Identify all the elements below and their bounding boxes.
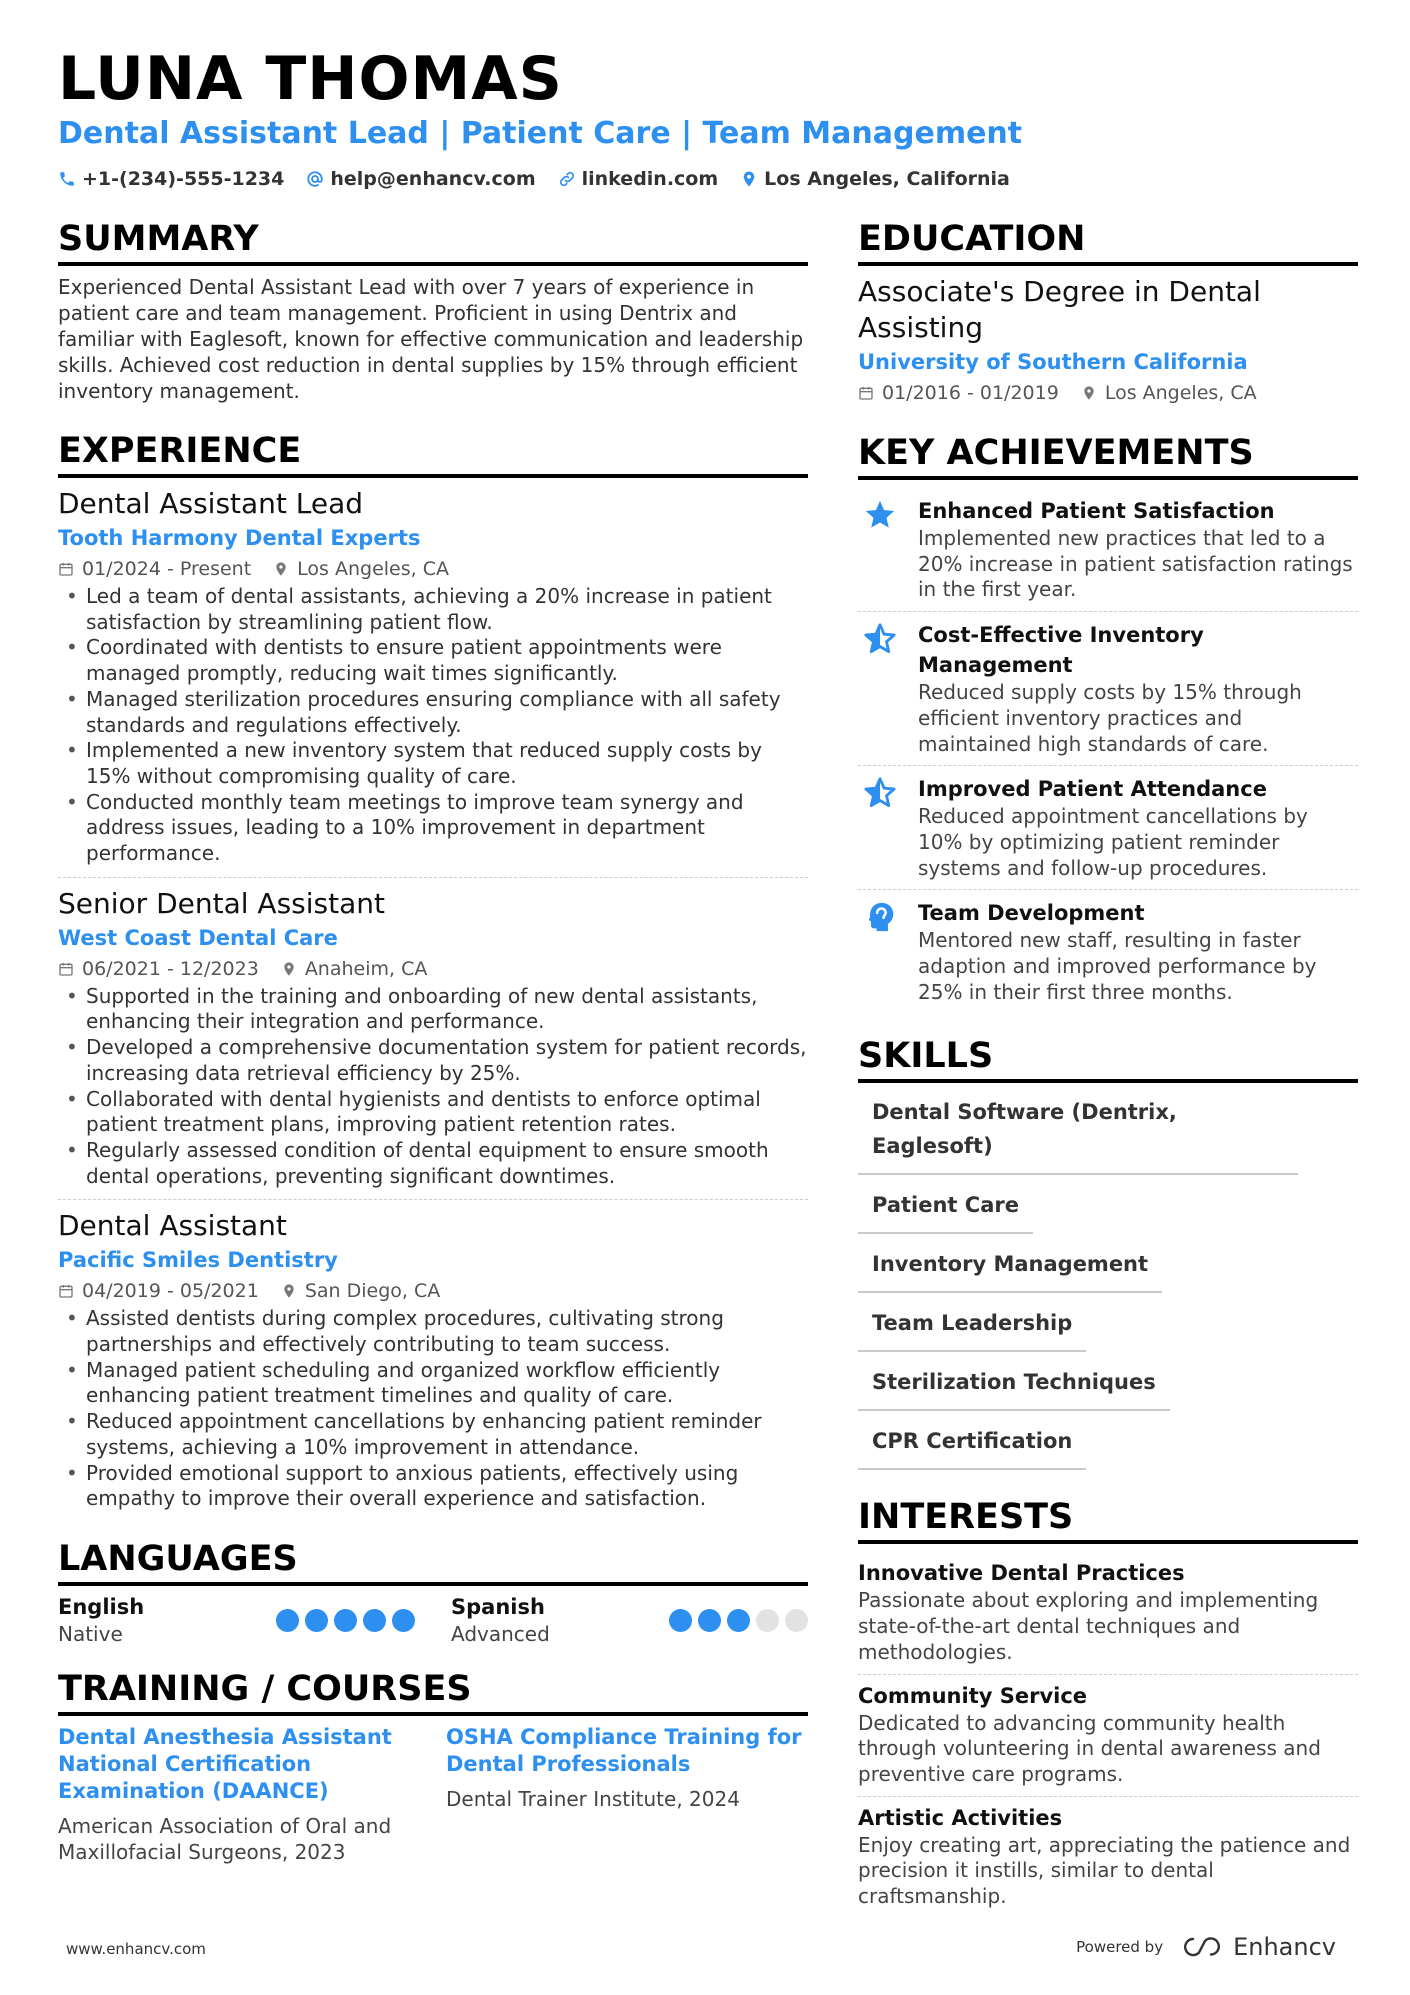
phone-icon [58, 170, 76, 188]
achievement-desc: Reduced supply costs by 15% through efficient inventory practices and maintained high standards of care. [918, 680, 1302, 756]
school-name: University of Southern California [858, 350, 1248, 374]
interests-section [858, 1496, 1358, 1917]
bullet-item: • Developed a comprehensive documentation system for patient records, increasing data retrieval efficiency by 25%. [58, 1035, 808, 1086]
achievement-item [858, 765, 1358, 889]
contact-email[interactable] [306, 168, 535, 190]
bullet-item: • Managed patient scheduling and organized workflow efficiently enhancing patient treatment timelines and quality of care. [58, 1358, 808, 1409]
interest-item [858, 1796, 1358, 1918]
course-title: Dental Anesthesia Assistant National Certification Examination (DAANCE) [58, 1724, 392, 1803]
proficiency-dot-filled [669, 1609, 692, 1632]
location-text: Los Angeles, California [764, 168, 1010, 190]
education-section [858, 218, 1358, 408]
job-dates [58, 954, 259, 984]
job-title: Senior Dental Assistant [58, 886, 385, 920]
job-bullets [58, 584, 808, 867]
job-entry [58, 486, 808, 877]
star-outline-icon [858, 620, 902, 757]
link-icon [558, 170, 576, 188]
language-item [451, 1594, 808, 1648]
job-location-text: Los Angeles, CA [297, 558, 449, 580]
education-location-text: Los Angeles, CA [1104, 382, 1257, 404]
bullet-item: • Regularly assessed condition of dental equipment to ensure smooth dental operations, preventing significant downtimes. [58, 1138, 808, 1189]
course-org: Dental Trainer Institute, 2024 [446, 1786, 740, 1811]
calendar-icon [58, 561, 74, 577]
at-icon [306, 170, 324, 188]
section-title: EXPERIENCE [58, 430, 808, 478]
skill-tag: Team Leadership [858, 1306, 1086, 1352]
bullet-item: • Provided emotional support to anxious patients, effectively using empathy to improve their overall experience and satisfaction. [58, 1461, 808, 1512]
job-meta [58, 1276, 808, 1306]
achievement-title: Team Development [918, 901, 1145, 926]
skill-tag: CPR Certification [858, 1424, 1086, 1470]
summary-text: Experienced Dental Assistant Lead with over 7 years of experience in patient care and team management. Proficient in using Dentrix and familiar with Eaglesoft, known for effective communication and leadership skills. Achieved cost reduction in dental supplies by 15% through efficient inventory management. [58, 275, 804, 403]
bullet-item: • Collaborated with dental hygienists and dentists to enforce optimal patient treatment plans, improving patient retention rates. [58, 1087, 808, 1138]
achievement-title: Cost-Effective Inventory Management [918, 623, 1204, 678]
achievement-desc: Reduced appointment cancellations by 10% by optimizing patient reminder systems and follow-up procedures. [918, 804, 1308, 880]
bullet-item: • Managed sterilization procedures ensuring compliance with all safety standards and regulations effectively. [58, 687, 808, 738]
left-column [58, 218, 808, 1865]
bullet-item: • Implemented a new inventory system that reduced supply costs by 15% without compromising quality of care. [58, 738, 808, 789]
proficiency-dot-filled [363, 1609, 386, 1632]
education-location [1081, 378, 1257, 408]
contact-location [740, 168, 1010, 190]
location-pin-icon [740, 170, 758, 188]
calendar-icon [858, 385, 874, 401]
bullet-item: • Assisted dentists during complex procedures, cultivating strong partnerships and effectively contributing to team success. [58, 1306, 808, 1357]
bullet-item: • Supported in the training and onboarding of new dental assistants, enhancing their integration and performance. [58, 984, 808, 1035]
company-name: West Coast Dental Care [58, 925, 338, 950]
proficiency-dots [669, 1609, 808, 1632]
achievement-item [858, 488, 1358, 611]
location-pin-icon [281, 1283, 297, 1299]
candidate-name: LUNA THOMAS [58, 44, 563, 114]
job-dates [58, 1276, 259, 1306]
section-title: INTERESTS [858, 1496, 1358, 1544]
job-meta [58, 554, 808, 584]
company-name: Pacific Smiles Dentistry [58, 1248, 338, 1273]
job-location [281, 1276, 440, 1306]
achievement-title: Improved Patient Attendance [918, 777, 1267, 802]
section-title: KEY ACHIEVEMENTS [858, 432, 1358, 480]
section-title: LANGUAGES [58, 1538, 808, 1586]
interest-item [858, 1674, 1358, 1796]
job-entry [58, 1199, 808, 1522]
job-dates-text: 06/2021 - 12/2023 [82, 957, 259, 980]
phone-text: +1-(234)-555-1234 [82, 168, 285, 190]
head-icon [858, 898, 902, 1005]
skill-list [858, 1095, 1358, 1470]
achievements-section [858, 432, 1358, 1013]
skill-tag: Dental Software (Dentrix, Eaglesoft) [858, 1095, 1298, 1175]
job-bullets [58, 1306, 808, 1512]
bullet-item: • Led a team of dental assistants, achieving a 20% increase in patient satisfaction by streamlining patient flow. [58, 584, 808, 635]
job-title: Dental Assistant Lead [58, 487, 364, 520]
proficiency-dots [276, 1609, 415, 1632]
achievement-item [858, 889, 1358, 1013]
job-dates-text: 04/2019 - 05/2021 [82, 1280, 259, 1303]
language-name: English [58, 1594, 145, 1619]
email-text: help@enhancv.com [330, 168, 536, 190]
job-location [281, 954, 428, 984]
skills-section [858, 1035, 1358, 1470]
brand-text: Enhancv [1233, 1933, 1336, 1961]
degree: Associate's Degree in Dental Assisting [858, 275, 1261, 344]
location-pin-icon [273, 561, 289, 577]
interest-title: Community Service [858, 1683, 1088, 1708]
course-org: American Association of Oral and Maxillofacial Surgeons, 2023 [58, 1813, 392, 1864]
job-title: Dental Assistant [58, 1209, 287, 1243]
skill-tag: Patient Care [858, 1188, 1033, 1234]
section-title: SUMMARY [58, 218, 808, 266]
right-column [858, 218, 1358, 1918]
star-outline-icon [858, 774, 902, 881]
footer-branding [1076, 1933, 1336, 1961]
course-item [58, 1724, 418, 1865]
proficiency-dot-empty [756, 1609, 779, 1632]
job-dates-text: 01/2024 - Present [82, 558, 252, 580]
calendar-icon [58, 961, 74, 977]
experience-section [58, 430, 808, 1522]
proficiency-dot-filled [334, 1609, 357, 1632]
linkedin-text: linkedin.com [581, 168, 719, 190]
language-list [58, 1594, 808, 1648]
achievement-desc: Implemented new practices that led to a 20% increase in patient satisfaction ratings in the first year. [918, 526, 1353, 602]
interest-desc: Dedicated to advancing community health through volunteering in dental awareness and preventive care programs. [858, 1710, 1321, 1786]
proficiency-dot-filled [305, 1609, 328, 1632]
achievement-title: Enhanced Patient Satisfaction [918, 499, 1275, 523]
section-title: EDUCATION [858, 218, 1358, 266]
section-title: TRAINING / COURSES [58, 1668, 808, 1716]
achievement-item [858, 611, 1358, 765]
language-level: Native [58, 1621, 123, 1646]
headline: Dental Assistant Lead | Patient Care | Team Management [58, 116, 1023, 151]
enhancv-logo-icon [1179, 1935, 1225, 1959]
proficiency-dot-filled [698, 1609, 721, 1632]
languages-section [58, 1538, 808, 1648]
proficiency-dot-filled [392, 1609, 415, 1632]
bullet-item: • Conducted monthly team meetings to improve team synergy and address issues, leading to a 10% improvement in department performance. [58, 790, 808, 867]
training-section [58, 1668, 808, 1865]
job-meta [58, 954, 808, 984]
calendar-icon [58, 1283, 74, 1299]
job-dates [58, 554, 251, 584]
location-pin-icon [1081, 385, 1097, 401]
contact-linkedin[interactable] [558, 168, 719, 190]
proficiency-dot-empty [785, 1609, 808, 1632]
course-item [446, 1724, 806, 1865]
job-location [273, 554, 449, 584]
language-item [58, 1594, 415, 1648]
company-name: Tooth Harmony Dental Experts [58, 526, 421, 550]
bullet-item: • Reduced appointment cancellations by enhancing patient reminder systems, achieving a 10% improvement in attendance. [58, 1409, 808, 1460]
job-location-text: Anaheim, CA [304, 957, 428, 980]
interest-item [858, 1552, 1358, 1673]
star-filled-icon [858, 496, 902, 603]
contact-bar [58, 168, 1010, 190]
interest-title: Innovative Dental Practices [858, 1561, 1185, 1586]
skill-tag: Sterilization Techniques [858, 1365, 1170, 1411]
summary-section [58, 218, 808, 404]
achievement-desc: Mentored new staff, resulting in faster adaption and improved performance by 25% in their first three months. [918, 928, 1317, 1004]
job-entry [58, 877, 808, 1200]
job-bullets [58, 984, 808, 1190]
job-location-text: San Diego, CA [304, 1280, 441, 1303]
footer-website[interactable]: www.enhancv.com [66, 1940, 206, 1958]
location-pin-icon [281, 961, 297, 977]
bullet-item: • Coordinated with dentists to ensure patient appointments were managed promptly, reducing wait times significantly. [58, 635, 808, 686]
proficiency-dot-filled [727, 1609, 750, 1632]
interest-desc: Passionate about exploring and implementing state-of-the-art dental techniques and methodologies. [858, 1588, 1319, 1664]
skill-tag: Inventory Management [858, 1247, 1162, 1293]
course-title: OSHA Compliance Training for Dental Professionals [446, 1724, 802, 1776]
education-dates-text: 01/2016 - 01/2019 [882, 382, 1059, 404]
language-level: Advanced [451, 1621, 550, 1646]
course-list [58, 1724, 808, 1865]
powered-by-text: Powered by [1076, 1938, 1164, 1956]
section-title: SKILLS [858, 1035, 1358, 1083]
proficiency-dot-filled [276, 1609, 299, 1632]
language-name: Spanish [451, 1594, 545, 1619]
contact-phone[interactable] [58, 168, 284, 190]
education-meta [858, 378, 1358, 408]
education-dates [858, 378, 1059, 408]
interest-desc: Enjoy creating art, appreciating the patience and precision it instills, similar to dental craftsmanship. [858, 1832, 1351, 1909]
enhancv-logo[interactable] [1179, 1933, 1336, 1961]
interest-title: Artistic Activities [858, 1805, 1063, 1830]
